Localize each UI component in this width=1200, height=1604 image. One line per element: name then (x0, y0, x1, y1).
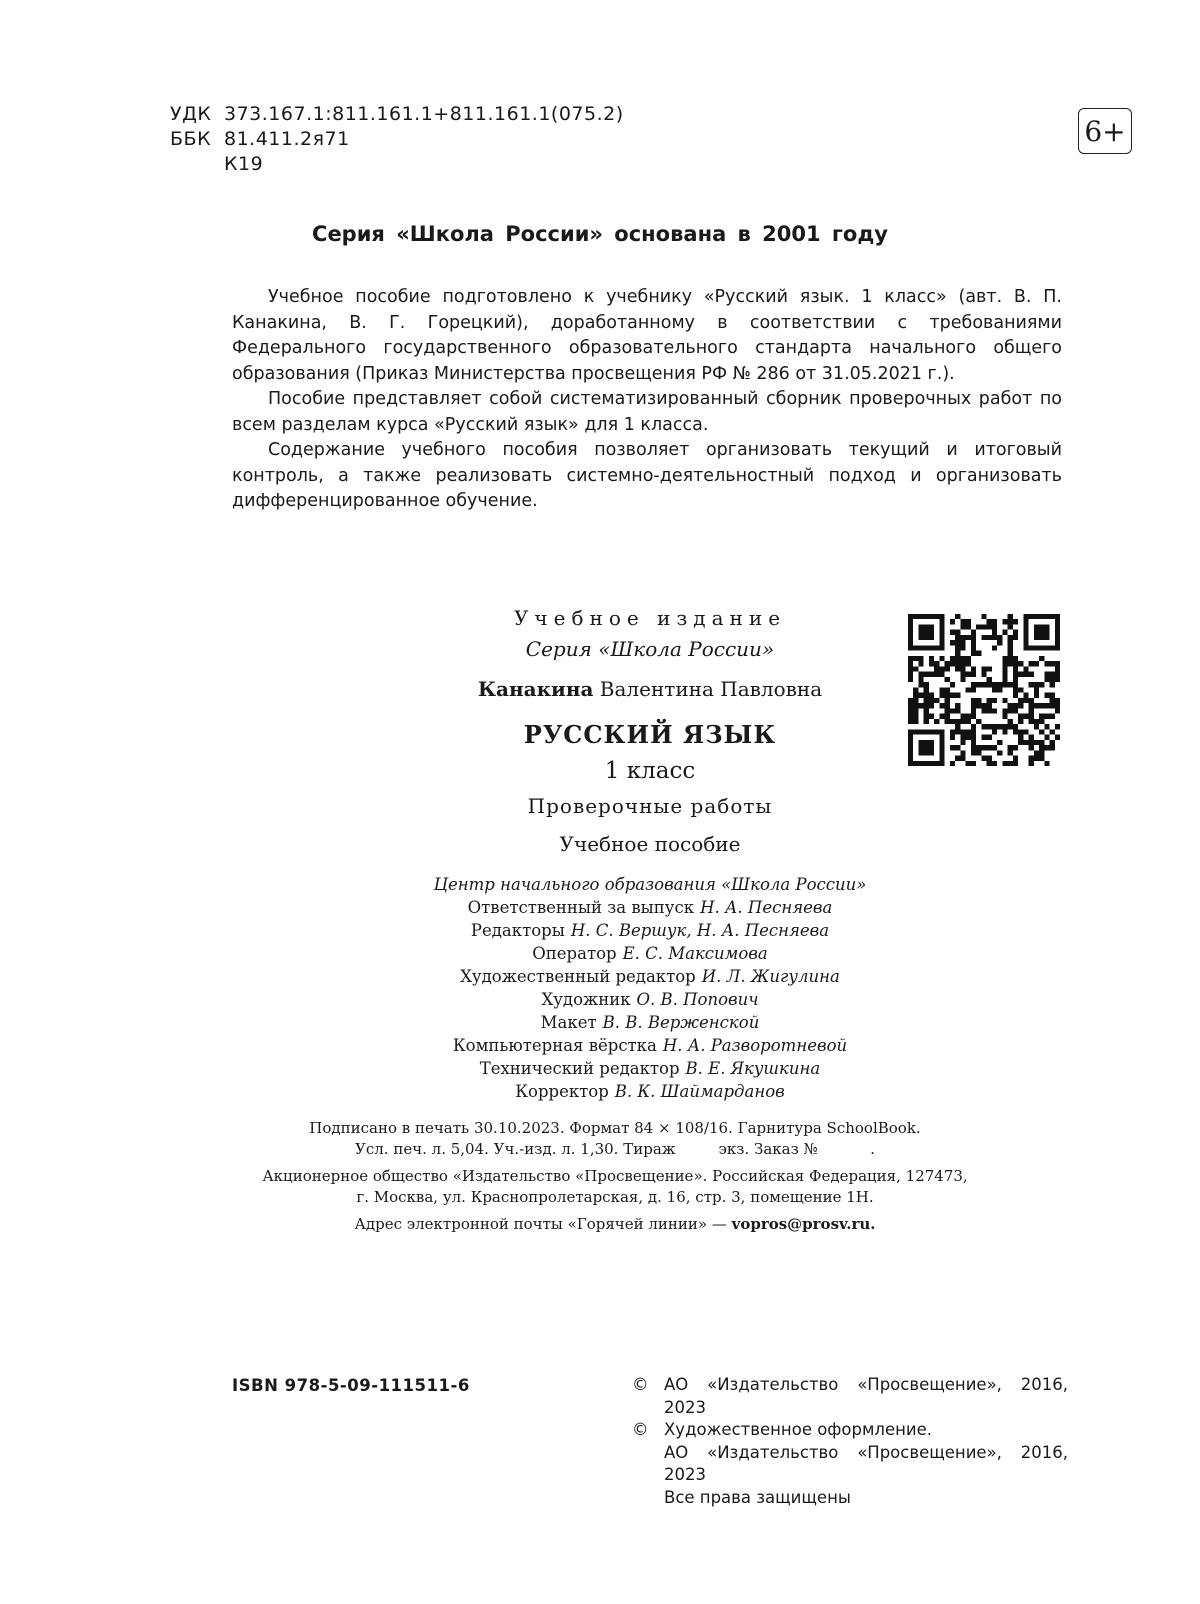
print-info-line: Подписано в печать 30.10.2023. Формат 84 × 108/16. Гарнитура SchoolBook. (309, 1119, 921, 1137)
age-rating-badge: 6+ (1078, 108, 1132, 154)
credit-row (290, 988, 1010, 1011)
credit-role: Компьютерная вёрстка (452, 1036, 657, 1055)
imprint-block (290, 603, 1010, 863)
copyright-line (632, 1487, 1068, 1510)
credits (290, 873, 1010, 1103)
copyright-line (632, 1374, 1068, 1419)
annotation (232, 285, 1062, 515)
author-sign: К19 (224, 153, 264, 175)
author-surname: Канакина (477, 677, 594, 701)
credit-person: И. Л. Жигулина (701, 967, 840, 986)
credit-role: Оператор (532, 944, 617, 963)
book-kind: Учебное пособие (559, 832, 741, 856)
credit-role: Технический редактор (479, 1059, 680, 1078)
copyright-text: Художественное оформление. (664, 1420, 933, 1439)
copyright-line (632, 1442, 1068, 1487)
annotation-paragraph: Пособие представляет собой систематизированный сборник проверочных работ по всем разделам курса «Русский язык» для 1 класса. (232, 389, 1062, 435)
credit-role: Художник (541, 990, 631, 1009)
credit-person: Н. С. Вершук, Н. А. Песняева (570, 921, 830, 940)
rights-reserved: Все права защищены (664, 1487, 851, 1507)
book-grade: 1 класс (604, 758, 696, 784)
bbk-value: 81.411.2я71 (224, 128, 350, 150)
credit-row (290, 942, 1010, 965)
edition-type: Учебное издание (513, 606, 787, 630)
book-title: РУССКИЙ ЯЗЫК (523, 720, 777, 749)
udk-label: УДК (170, 103, 212, 125)
edition-series: Серия «Школа России» (525, 637, 775, 661)
author (290, 669, 1010, 709)
credit-row (290, 1080, 1010, 1103)
credit-row (290, 1011, 1010, 1034)
credit-role: Корректор (515, 1082, 609, 1101)
copyright-icon: © (632, 1420, 649, 1439)
copyright-icon: © (632, 1375, 649, 1394)
credit-row (290, 965, 1010, 988)
annotation-paragraph: Содержание учебного пособия позволяет организовать текущий и итоговый контроль, а также реализовать системно-деятельностный подход и организовать дифференцированное обучение. (232, 440, 1062, 511)
credit-person: Н. А. Песняева (700, 898, 833, 917)
author-name: Валентина Павловна (599, 677, 823, 701)
hotline-email-label: Адрес электронной почты «Горячей линии» — (354, 1215, 732, 1233)
print-info-line: Акционерное общество «Издательство «Просвещение». Российская Федерация, 127473, (262, 1167, 968, 1185)
credit-person: О. В. Попович (636, 990, 759, 1009)
credit-person: Е. С. Максимова (622, 944, 768, 963)
annotation-paragraph: Учебное пособие подготовлено к учебнику «Русский язык. 1 класс» (авт. В. П. Канакина, В. Г. Горецкий), доработанному в соответствии с требованиями Федерального государственного образовательного стандарта начального общего образования (Приказ Министерства просвещения РФ № 286 от 31.05.2021 г.). (232, 287, 1062, 384)
credit-row (290, 919, 1010, 942)
udk-value: 373.167.1:811.161.1+811.161.1(075.2) (224, 103, 624, 125)
copyright-line (632, 1419, 1068, 1442)
author-sign-row (170, 152, 624, 177)
credit-person: В. К. Шаймарданов (614, 1082, 785, 1101)
credit-role: Художественный редактор (460, 967, 696, 986)
credit-row (290, 896, 1010, 919)
credit-role: Редакторы (470, 921, 565, 940)
print-info-line: Усл. печ. л. 5,04. Уч.-изд. л. 1,30. Тираж экз. Заказ № . (355, 1140, 875, 1158)
hotline-email (215, 1214, 1015, 1235)
credit-person: В. В. Верженской (602, 1013, 760, 1032)
isbn: ISBN 978-5-09-111511-6 (232, 1376, 470, 1395)
series-founded-heading: Серия «Школа России» основана в 2001 году (312, 222, 888, 246)
classification-codes (170, 102, 624, 177)
copyright-block (632, 1374, 1068, 1509)
print-info (215, 1118, 1015, 1235)
udk-row (170, 102, 624, 127)
bbk-label: ББК (170, 128, 212, 150)
copyright-text: АО «Издательство «Просвещение», 2016, 2023 (664, 1442, 1068, 1484)
credit-row (290, 1057, 1010, 1080)
credits-center: Центр начального образования «Школа России» (433, 875, 867, 894)
print-info-line: г. Москва, ул. Краснопролетарская, д. 16, стр. 3, помещение 1Н. (356, 1188, 874, 1206)
credit-person: В. Е. Якушкина (685, 1059, 821, 1078)
bbk-row (170, 127, 624, 152)
book-type: Проверочные работы (527, 794, 773, 818)
credit-role: Ответственный за выпуск (467, 898, 695, 917)
hotline-email-address: vopros@prosv.ru. (731, 1215, 876, 1233)
credit-person: Н. А. Разворотневой (662, 1036, 848, 1055)
credit-role: Макет (540, 1013, 597, 1032)
copyright-text: АО «Издательство «Просвещение», 2016, 2023 (664, 1375, 1068, 1417)
credit-row (290, 1034, 1010, 1057)
